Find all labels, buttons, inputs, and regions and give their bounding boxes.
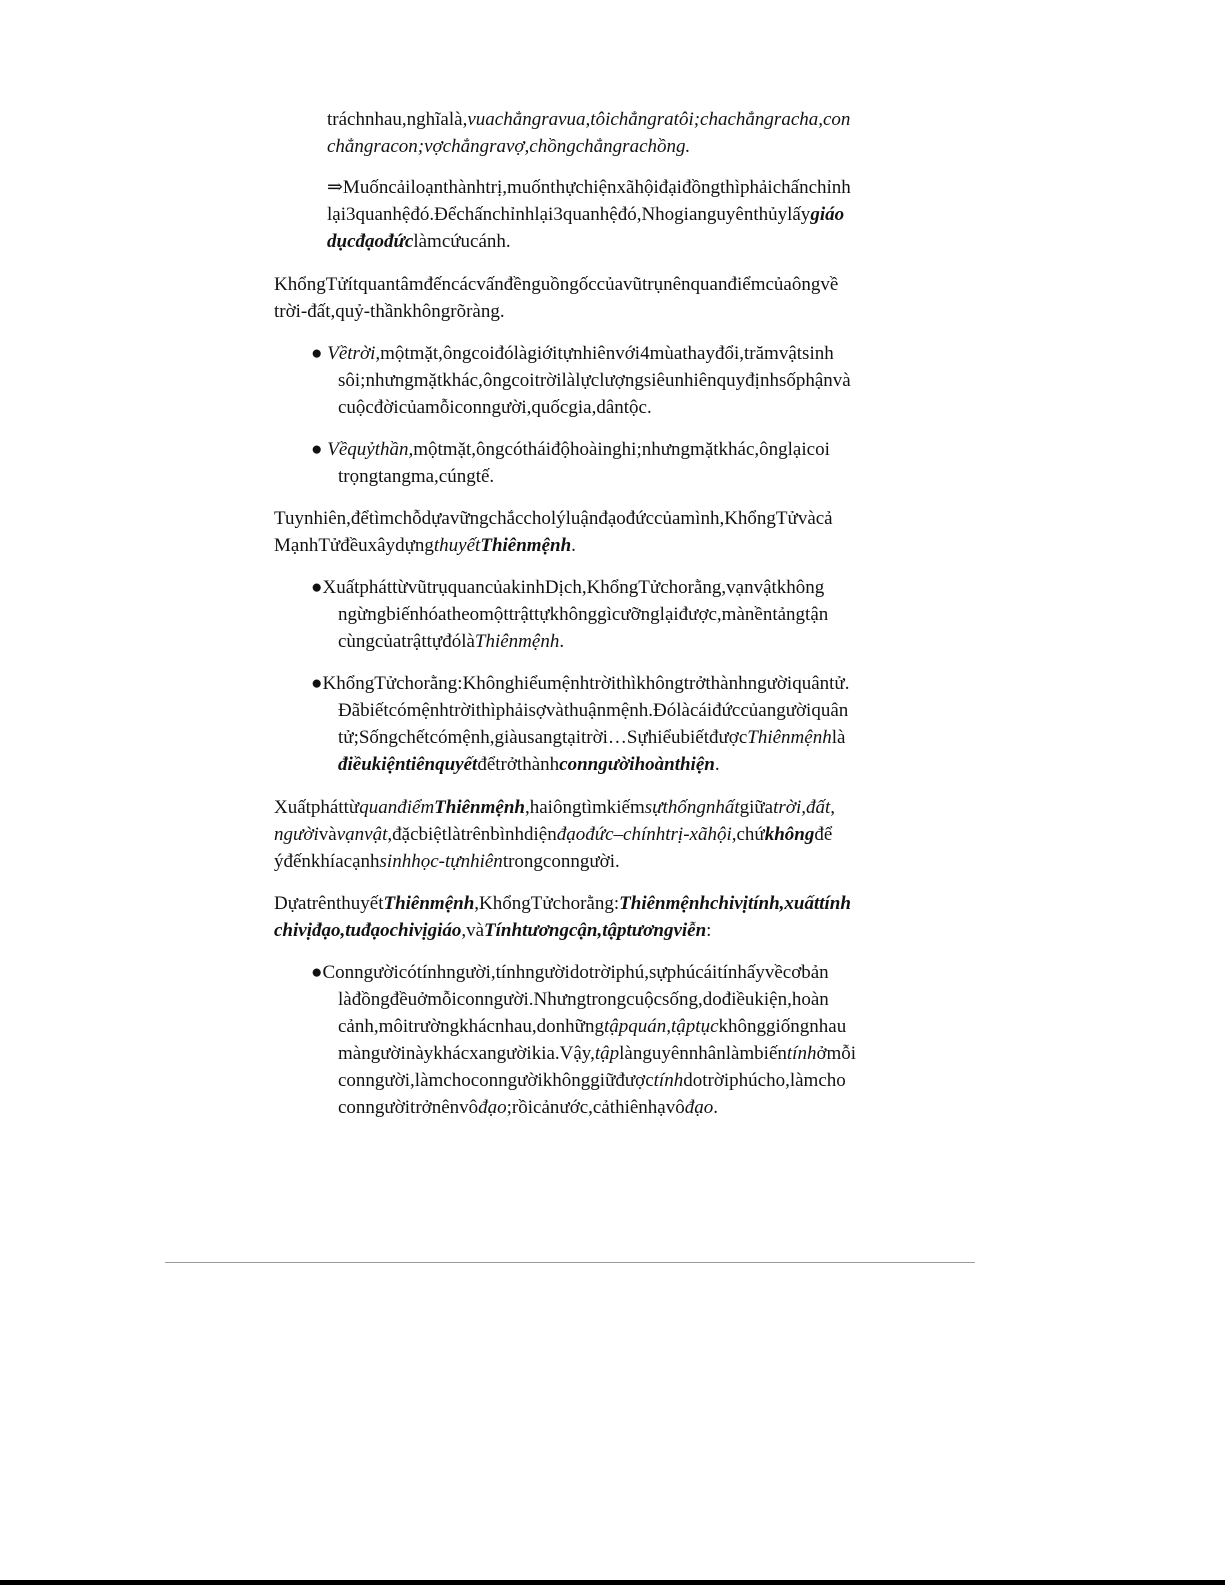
bold-italic-text: Thiênmệnh xyxy=(434,797,525,818)
paragraph-line: trọngtangma,cúngtế. xyxy=(338,466,495,487)
text-run: ;rồicảnước,cảthiênhạvô xyxy=(506,1097,685,1118)
paragraph-line: sôi;nhưngmặtkhác,ôngcoitrờilàlựclượngsiêunhiênquyđịnhsốphậnvà xyxy=(338,370,851,391)
text-run: . xyxy=(571,535,576,556)
italic-text: trời,đất, xyxy=(773,797,835,818)
bullet-item: ●Conngườicótínhngười,tínhngườidotrờiphú,sựphúcáitínhấyvềcơbản xyxy=(311,962,829,983)
text-run: . xyxy=(713,1097,718,1118)
paragraph-line xyxy=(274,821,832,848)
italic-text: đạo xyxy=(478,1097,507,1118)
bullet-icon: ● xyxy=(311,439,323,460)
paragraph-line xyxy=(274,532,576,559)
text-run: . xyxy=(714,754,720,775)
bold-italic-text: không xyxy=(764,824,815,845)
bold-italic-text: dụcđạođức xyxy=(327,231,414,252)
bold-italic-text: Tínhtươngcận,tậptươngviễn xyxy=(484,920,707,941)
italic-text: người xyxy=(274,824,319,845)
italic-text: Thiênmệnh xyxy=(474,631,560,652)
paragraph-line: cuộcđờicủamỗiconngười,quốcgia,dântộc. xyxy=(338,397,652,418)
text-run: và xyxy=(318,824,337,845)
bold-italic-text: Thiênmệnhchivịtính,xuấttính xyxy=(619,893,851,914)
text-run: khônggiốngnhau xyxy=(718,1016,847,1037)
paragraph-line: ⇒Muốncảiloạnthànhtrị,muốnthựchiệnxãhộiđạiđồngthìphảichấnchỉnh xyxy=(327,177,851,198)
page-bottom-edge xyxy=(0,1580,1225,1585)
text-run: tráchnhau,nghĩalà, xyxy=(327,109,468,130)
italic-text: Thiênmệnh xyxy=(747,727,832,748)
text-run: Dựatrênthuyết xyxy=(274,893,384,914)
italic-text: sựthốngnhất xyxy=(644,797,740,818)
text-run: giữa xyxy=(739,797,774,818)
text-run: MạnhTửđềuxâydựng xyxy=(274,535,434,556)
bold-italic-text: giáo xyxy=(810,204,845,225)
paragraph-line xyxy=(338,1094,718,1121)
paragraph-line xyxy=(327,106,850,133)
text-run: . xyxy=(559,631,565,652)
paragraph-line xyxy=(338,628,564,655)
paragraph-line xyxy=(338,751,720,778)
bold-italic-text: Thiênmệnh xyxy=(480,535,572,556)
italic-text: Vềtrời, xyxy=(327,343,381,364)
italic-text: thuyết xyxy=(433,535,481,556)
paragraph-line xyxy=(327,228,511,255)
text-run: trongconngười. xyxy=(502,851,620,872)
italic-text: tậpquán,tậptục xyxy=(603,1016,719,1037)
paragraph-line xyxy=(274,890,851,917)
italic-text: vuachẳngravua,tôichẳngratôi;chachẳngracha,con xyxy=(467,109,851,130)
italic-text: tính xyxy=(653,1070,684,1091)
text-run: màngườinàykhácxangườikia.Vậy, xyxy=(338,1043,595,1064)
italic-text: tập xyxy=(594,1043,620,1064)
bold-italic-text: conngườihoànthiện xyxy=(559,754,715,775)
text-run: ,và xyxy=(461,920,485,941)
text-run: đểtrởthành xyxy=(477,754,560,775)
paragraph-line: Đãbiếtcómệnhtrờithìphảisợvàthuậnmệnh.Đólàcáiđứccủangườiquân xyxy=(338,700,849,721)
text-run: ,KhổngTửchorằng: xyxy=(474,893,620,914)
paragraph-line: trời-đất,quỷ-thầnkhôngrõràng. xyxy=(274,301,505,322)
italic-text: quanđiểm xyxy=(359,797,435,818)
text-run: để xyxy=(814,824,833,845)
text-run: lại3quanhệđó.Đểchấnchỉnhlại3quanhệđó,Nhogianguyênthủylấy xyxy=(327,204,811,225)
text-run: conngườitrởnênvô xyxy=(338,1097,479,1118)
paragraph-line: làđồngđềuởmỗiconngười.Nhưngtrongcuộcsống,dođiềukiện,hoàn xyxy=(338,989,829,1010)
paragraph-line xyxy=(327,201,844,228)
bold-italic-text: chivịđạo,tuđạochivịgiáo xyxy=(274,920,462,941)
text-run: Xuấtpháttừ xyxy=(274,797,360,818)
bullet-item xyxy=(311,436,830,463)
paragraph-line: chẳngracon;vợchẳngravợ,chồngchẳngrachồng. xyxy=(327,136,691,157)
italic-text: đạo xyxy=(684,1097,714,1118)
italic-text: tính xyxy=(786,1043,817,1064)
text-run: ,haiôngtìmkiếm xyxy=(524,797,645,818)
text-run: ýđếnkhíacạnh xyxy=(274,851,380,872)
italic-text: Vềquỷthần, xyxy=(327,439,414,460)
text-run: ,chứ xyxy=(731,824,765,845)
paragraph-line: KhổngTửítquantâmđếncácvấnđềnguồngốccủavũtrụnênquanđiểmcủaôngvề xyxy=(274,274,839,295)
footer-divider xyxy=(165,1262,975,1263)
text-run: mộtmặt,ôngcoiđólàgiớitựnhiênvới4mùathayđổi,trămvậtsinh xyxy=(380,343,834,364)
italic-text: vạnvật xyxy=(336,824,388,845)
bullet-item xyxy=(311,340,834,367)
paragraph-line: Tuynhiên,đểtìmchỗdựavữngchắccholýluậnđạođứccủamình,KhổngTửvàcả xyxy=(274,508,833,529)
paragraph-line xyxy=(338,1013,846,1040)
paragraph-line: ngừngbiếnhóatheomộttrậttựkhônggìcưỡnglạiđược,mànềntảngtận xyxy=(338,604,829,625)
text-run: ,đặcbiệtlàtrênbìnhdiện xyxy=(387,824,557,845)
text-run: làmcứucánh. xyxy=(413,231,511,252)
text-run: conngười,làmchoconngườikhônggiữđược xyxy=(338,1070,654,1091)
bullet-item: ●XuấtpháttừvũtrụquancủakinhDịch,KhổngTửchorằng,vạnvậtkhông xyxy=(311,577,825,598)
paragraph-line xyxy=(274,848,620,875)
text-run: cảnh,môitrườngkhácnhau,donhững xyxy=(338,1016,604,1037)
paragraph-line xyxy=(338,1067,846,1094)
text-run: cùngcủatrậttựđólà xyxy=(338,631,475,652)
text-run: tử;Sốngchếtcómệnh,giàusangtạitrời…Sựhiểubiếtđược xyxy=(338,727,748,748)
paragraph-line xyxy=(274,794,835,821)
text-run: dotrờiphúcho,làmcho xyxy=(683,1070,846,1091)
bullet-item: ●KhổngTửchorằng:Khônghiểumệnhtrờithìkhôngtrởthànhngườiquântử. xyxy=(311,673,850,694)
italic-text: sinhhọc-tựnhiên xyxy=(379,851,503,872)
paragraph-line xyxy=(338,724,845,751)
text-run: : xyxy=(706,920,712,941)
paragraph-line xyxy=(274,917,711,944)
bold-italic-text: Thiênmệnh xyxy=(383,893,475,914)
bullet-icon: ● xyxy=(311,343,323,364)
bold-italic-text: điềukiệntiênquyết xyxy=(338,754,478,775)
text-run: là xyxy=(831,727,846,748)
text-run: ởmỗi xyxy=(816,1043,857,1064)
paragraph-line xyxy=(338,1040,856,1067)
text-run: mộtmặt,ôngcótháiđộhoàinghi;nhưngmặtkhác,ônglạicoi xyxy=(413,439,830,460)
text-run: lànguyênnhânlàmbiến xyxy=(619,1043,787,1064)
italic-text: đạođức–chínhtrị-xãhội xyxy=(556,824,732,845)
